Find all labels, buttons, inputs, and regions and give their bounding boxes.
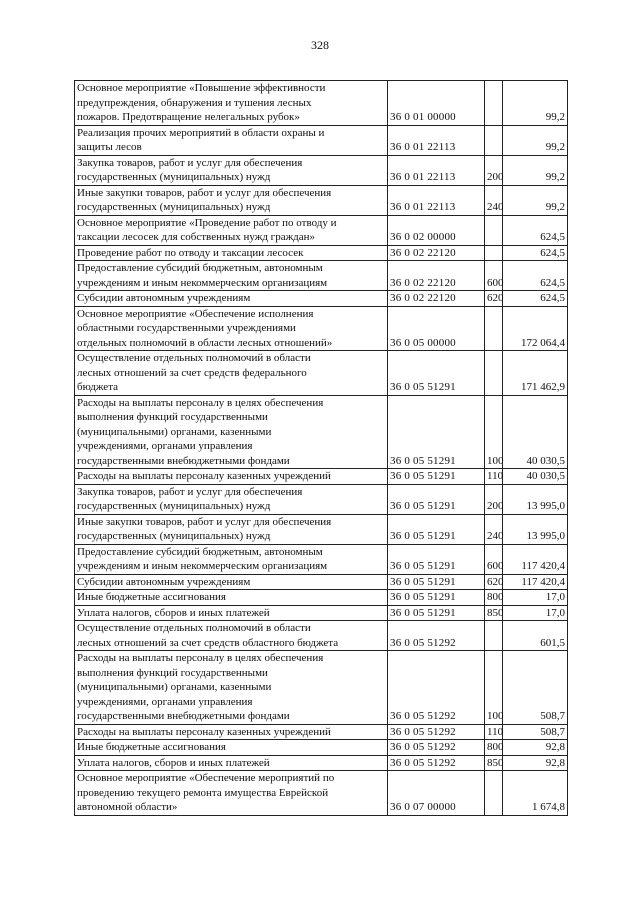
expense-name-line: учреждениями, органами управления [77,695,253,708]
expense-name-line: Уплата налогов, сборов и иных платежей [77,756,270,769]
expense-name-line: Субсидии автономным учреждениям [77,575,251,588]
target-code-cell: 36 0 02 22120 [388,291,485,307]
expense-name-cell [75,125,388,155]
target-code-cell: 36 0 05 51292 [388,621,485,651]
table-row [75,484,568,514]
amount-cell: 1 674,8 [503,771,568,816]
table-row [75,605,568,621]
amount-cell: 99,2 [503,155,568,185]
target-code-cell: 36 0 05 51291 [388,514,485,544]
amount-cell: 99,2 [503,81,568,126]
table-row [75,261,568,291]
amount-cell: 17,0 [503,590,568,606]
table-row [75,215,568,245]
expense-name-line: Осуществление отдельных полномочий в области [77,622,311,634]
table-row [75,469,568,485]
amount-cell: 13 995,0 [503,484,568,514]
expense-name-line: государственных (муниципальных) нужд [77,201,271,213]
expense-name-cell [75,574,388,590]
table-row [75,291,568,307]
expense-type-cell: 240 [485,514,503,544]
amount-cell: 171 462,9 [503,351,568,396]
amount-cell: 624,5 [503,291,568,307]
target-code-cell: 36 0 01 22113 [388,155,485,185]
expense-name-line: Субсидии автономным учреждениям [77,292,251,304]
expense-name-cell [75,306,388,351]
expense-type-cell [485,621,503,651]
table-row [75,245,568,261]
expense-name-line: Иные закупки товаров, работ и услуг для обеспечения [77,515,332,528]
expense-name-line: Закупка товаров, работ и услуг для обеспечения [77,156,303,169]
target-code-cell: 36 0 05 00000 [388,306,485,351]
expense-type-cell: 620 [485,291,503,307]
expense-name-line: выполнения функций государственными [77,666,268,679]
expense-name-line: государственными внебюджетными фондами [77,454,290,467]
expense-name-line: лесных отношений за счет средств областного бюджета [77,636,339,649]
target-code-cell: 36 0 05 51291 [388,544,485,574]
expense-type-cell: 100 [485,395,503,469]
expense-name-line: Расходы на выплаты персоналу казенных учреждений [77,470,331,482]
table-row [75,81,568,126]
expense-name-line: Расходы на выплаты персоналу казенных учреждений [77,725,331,738]
expense-name-cell [75,771,388,816]
amount-cell: 17,0 [503,605,568,621]
expense-type-cell [485,245,503,261]
expense-name-line: Основное мероприятие «Проведение работ по отводу и [77,216,337,229]
expense-name-cell [75,724,388,740]
expense-name-cell [75,351,388,396]
expense-name-cell [75,245,388,261]
expense-type-cell: 200 [485,155,503,185]
expense-name-cell [75,81,388,126]
expense-name-line: автономной области» [77,801,178,813]
expense-type-cell [485,351,503,396]
expense-name-line: учреждениями, органами управления [77,440,253,452]
expense-name-line: Основное мероприятие «Обеспечение исполнения [77,307,314,320]
expense-name-line: Иные закупки товаров, работ и услуг для обеспечения [77,186,332,199]
expense-name-line: Основное мероприятие «Обеспечение мероприятий по [77,772,335,784]
amount-cell: 99,2 [503,185,568,215]
expense-name-cell [75,185,388,215]
table-row [75,724,568,740]
table-row [75,306,568,351]
expense-type-cell [485,215,503,245]
expense-name-cell [75,155,388,185]
expense-name-cell [75,590,388,606]
expense-name-cell [75,261,388,291]
target-code-cell: 36 0 05 51291 [388,574,485,590]
expense-name-cell [75,621,388,651]
target-code-cell: 36 0 05 51291 [388,469,485,485]
expense-name-cell [75,605,388,621]
expense-type-cell: 850 [485,755,503,771]
expense-name-cell [75,651,388,725]
target-code-cell: 36 0 05 51291 [388,351,485,396]
expense-type-cell: 800 [485,590,503,606]
expense-name-cell [75,740,388,756]
expense-name-line: (муниципальными) органами, казенными [77,681,272,693]
expense-name-line: областными государственными учреждениями [77,322,296,334]
expense-name-line: выполнения функций государственными [77,411,268,423]
expense-name-line: Расходы на выплаты персоналу в целях обеспечения [77,652,324,664]
target-code-cell: 36 0 01 00000 [388,81,485,126]
expense-type-cell: 240 [485,185,503,215]
amount-cell: 624,5 [503,245,568,261]
expense-type-cell [485,81,503,126]
expense-type-cell: 600 [485,544,503,574]
expense-name-line: Предоставление субсидий бюджетным, автономным [77,545,323,558]
target-code-cell: 36 0 02 00000 [388,215,485,245]
expense-name-line: пожаров. Предотвращение нелегальных рубок» [77,111,300,123]
expense-type-cell [485,125,503,155]
amount-cell: 601,5 [503,621,568,651]
expense-name-line: Проведение работ по отводу и таксации лесосек [77,246,304,259]
table-row [75,740,568,756]
budget-table-body [75,81,568,816]
page-number: 328 [311,38,329,52]
expense-name-cell [75,395,388,469]
amount-cell: 508,7 [503,724,568,740]
expense-name-line: учреждениям и иным некоммерческим организациям [77,560,328,572]
expense-name-cell [75,514,388,544]
expense-type-cell: 110 [485,469,503,485]
expense-name-line: защиты лесов [77,141,142,153]
amount-cell: 40 030,5 [503,469,568,485]
table-row [75,590,568,606]
expense-name-line: учреждениям и иным некоммерческим организациям [77,276,328,289]
expense-name-line: Уплата налогов, сборов и иных платежей [77,606,270,619]
target-code-cell: 36 0 01 22113 [388,185,485,215]
expense-name-line: бюджета [77,381,119,393]
expense-name-line: лесных отношений за счет средств федерального [77,366,307,379]
expense-name-cell [75,544,388,574]
target-code-cell: 36 0 05 51292 [388,755,485,771]
target-code-cell: 36 0 07 00000 [388,771,485,816]
expense-type-cell [485,306,503,351]
expense-name-line: Иные бюджетные ассигнования [77,591,226,603]
table-row [75,351,568,396]
target-code-cell: 36 0 05 51291 [388,590,485,606]
expense-name-line: Реализация прочих мероприятий в области охраны и [77,126,325,139]
expense-name-cell [75,484,388,514]
expense-name-line: государственных (муниципальных) нужд [77,500,271,512]
amount-cell: 117 420,4 [503,574,568,590]
expense-type-cell: 600 [485,261,503,291]
expense-name-line: проведению текущего ремонта имущества Еврейской [77,786,329,799]
table-row [75,771,568,816]
expense-name-cell [75,755,388,771]
expense-type-cell: 800 [485,740,503,756]
expense-type-cell: 850 [485,605,503,621]
budget-table [74,80,568,816]
target-code-cell: 36 0 05 51292 [388,651,485,725]
target-code-cell: 36 0 05 51291 [388,395,485,469]
expense-name-line: Расходы на выплаты персоналу в целях обеспечения [77,396,324,409]
expense-name-line: государственных (муниципальных) нужд [77,171,271,183]
table-row [75,185,568,215]
amount-cell: 624,5 [503,261,568,291]
table-row [75,395,568,469]
table-row [75,621,568,651]
amount-cell: 99,2 [503,125,568,155]
amount-cell: 117 420,4 [503,544,568,574]
expense-name-cell [75,291,388,307]
target-code-cell: 36 0 01 22113 [388,125,485,155]
table-row [75,544,568,574]
expense-name-line: Осуществление отдельных полномочий в области [77,352,311,364]
amount-cell: 92,8 [503,740,568,756]
table-row [75,125,568,155]
amount-cell: 624,5 [503,215,568,245]
expense-name-line: Основное мероприятие «Повышение эффективности [77,82,326,94]
expense-name-line: предупреждения, обнаружения и тушения лесных [77,96,312,109]
table-row [75,651,568,725]
expense-name-line: государственными внебюджетными фондами [77,710,290,722]
expense-type-cell [485,771,503,816]
expense-name-cell [75,215,388,245]
amount-cell: 13 995,0 [503,514,568,544]
target-code-cell: 36 0 05 51292 [388,724,485,740]
expense-type-cell: 110 [485,724,503,740]
expense-name-line: Закупка товаров, работ и услуг для обеспечения [77,485,303,498]
amount-cell: 508,7 [503,651,568,725]
target-code-cell: 36 0 05 51292 [388,740,485,756]
expense-name-line: (муниципальными) органами, казенными [77,425,272,438]
expense-name-cell [75,469,388,485]
table-row [75,155,568,185]
target-code-cell: 36 0 02 22120 [388,245,485,261]
expense-name-line: Предоставление субсидий бюджетным, автономным [77,262,323,274]
expense-type-cell: 620 [485,574,503,590]
expense-name-line: таксации лесосек для собственных нужд граждан» [77,231,316,243]
expense-name-line: отдельных полномочий в области лесных отношений» [77,336,333,349]
expense-type-cell: 200 [485,484,503,514]
expense-name-line: Иные бюджетные ассигнования [77,741,226,753]
amount-cell: 92,8 [503,755,568,771]
expense-name-line: государственных (муниципальных) нужд [77,530,271,542]
amount-cell: 40 030,5 [503,395,568,469]
target-code-cell: 36 0 02 22120 [388,261,485,291]
target-code-cell: 36 0 05 51291 [388,484,485,514]
table-row [75,755,568,771]
expense-type-cell: 100 [485,651,503,725]
target-code-cell: 36 0 05 51291 [388,605,485,621]
table-row [75,514,568,544]
table-row [75,574,568,590]
amount-cell: 172 064,4 [503,306,568,351]
